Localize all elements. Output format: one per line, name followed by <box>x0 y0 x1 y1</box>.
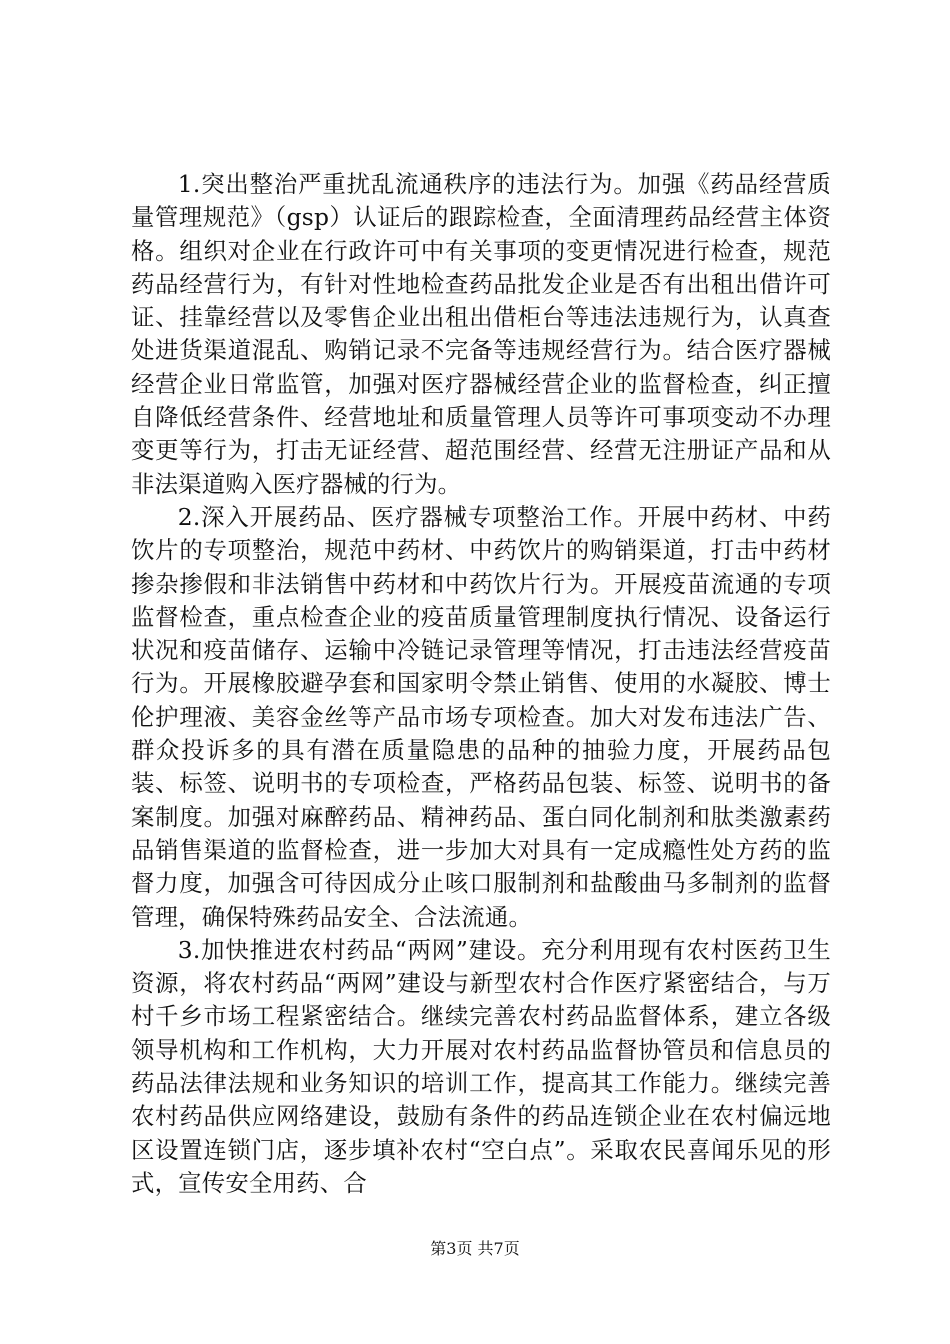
document-body <box>131 168 831 1200</box>
page-number-footer: 第3页 共7页 <box>430 1239 520 1258</box>
paragraph-2: 2.深入开展药品、医疗器械专项整治工作。开展中药材、中药饮片的专项整治，规范中药材、中药饮片的购销渠道，打击中药材掺杂掺假和非法销售中药材和中药饮片行为。开展疫苗流通的专项监督检查，重点检查企业的疫苗质量管理制度执行情况、设备运行状况和疫苗储存、运输中冷链记录管理等情况，打击违法经营疫苗行为。开展橡胶避孕套和国家明令禁止销售、使用的水凝胶、博士伦护理液、美容金丝等产品市场专项检查。加大对发布违法广告、群众投诉多的具有潜在质量隐患的品种的抽验力度，开展药品包装、标签、说明书的专项检查，严格药品包装、标签、说明书的备案制度。加强对麻醉药品、精神药品、蛋白同化制剂和肽类激素药品销售渠道的监督检查，进一步加大对具有一定成瘾性处方药的监督力度，加强含可待因成分止咳口服制剂和盐酸曲马多制剂的监督管理，确保特殊药品安全、合法流通。 <box>131 502 831 931</box>
paragraph-3: 3.加快推进农村药品“两网”建设。充分利用现有农村医药卫生资源，将农村药品“两网”建设与新型农村合作医疗紧密结合，与万村千乡市场工程紧密结合。继续完善农村药品监督体系，建立各级领导机构和工作机构，大力开展对农村药品监督协管员和信息员的药品法律法规和业务知识的培训工作，提高其工作能力。继续完善农村药品供应网络建设，鼓励有条件的药品连锁企业在农村偏远地区设置连锁门店，逐步填补农村“空白点”。采取农民喜闻乐见的形式，宣传安全用药、合 <box>131 935 831 1197</box>
paragraph-1: 1.突出整治严重扰乱流通秩序的违法行为。加强《药品经营质量管理规范》（gsp）认证后的跟踪检查，全面清理药品经营主体资格。组织对企业在行政许可中有关事项的变更情况进行检查，规范药品经营行为，有针对性地检查药品批发企业是否有出租出借许可证、挂靠经营以及零售企业出租出借柜台等违法违规行为，认真查处进货渠道混乱、购销记录不完备等违规经营行为。结合医疗器械经营企业日常监管，加强对医疗器械经营企业的监督检查，纠正擅自降低经营条件、经营地址和质量管理人员等许可事项变动不办理变更等行为，打击无证经营、超范围经营、经营无注册证产品和从非法渠道购入医疗器械的行为。 <box>131 170 831 498</box>
